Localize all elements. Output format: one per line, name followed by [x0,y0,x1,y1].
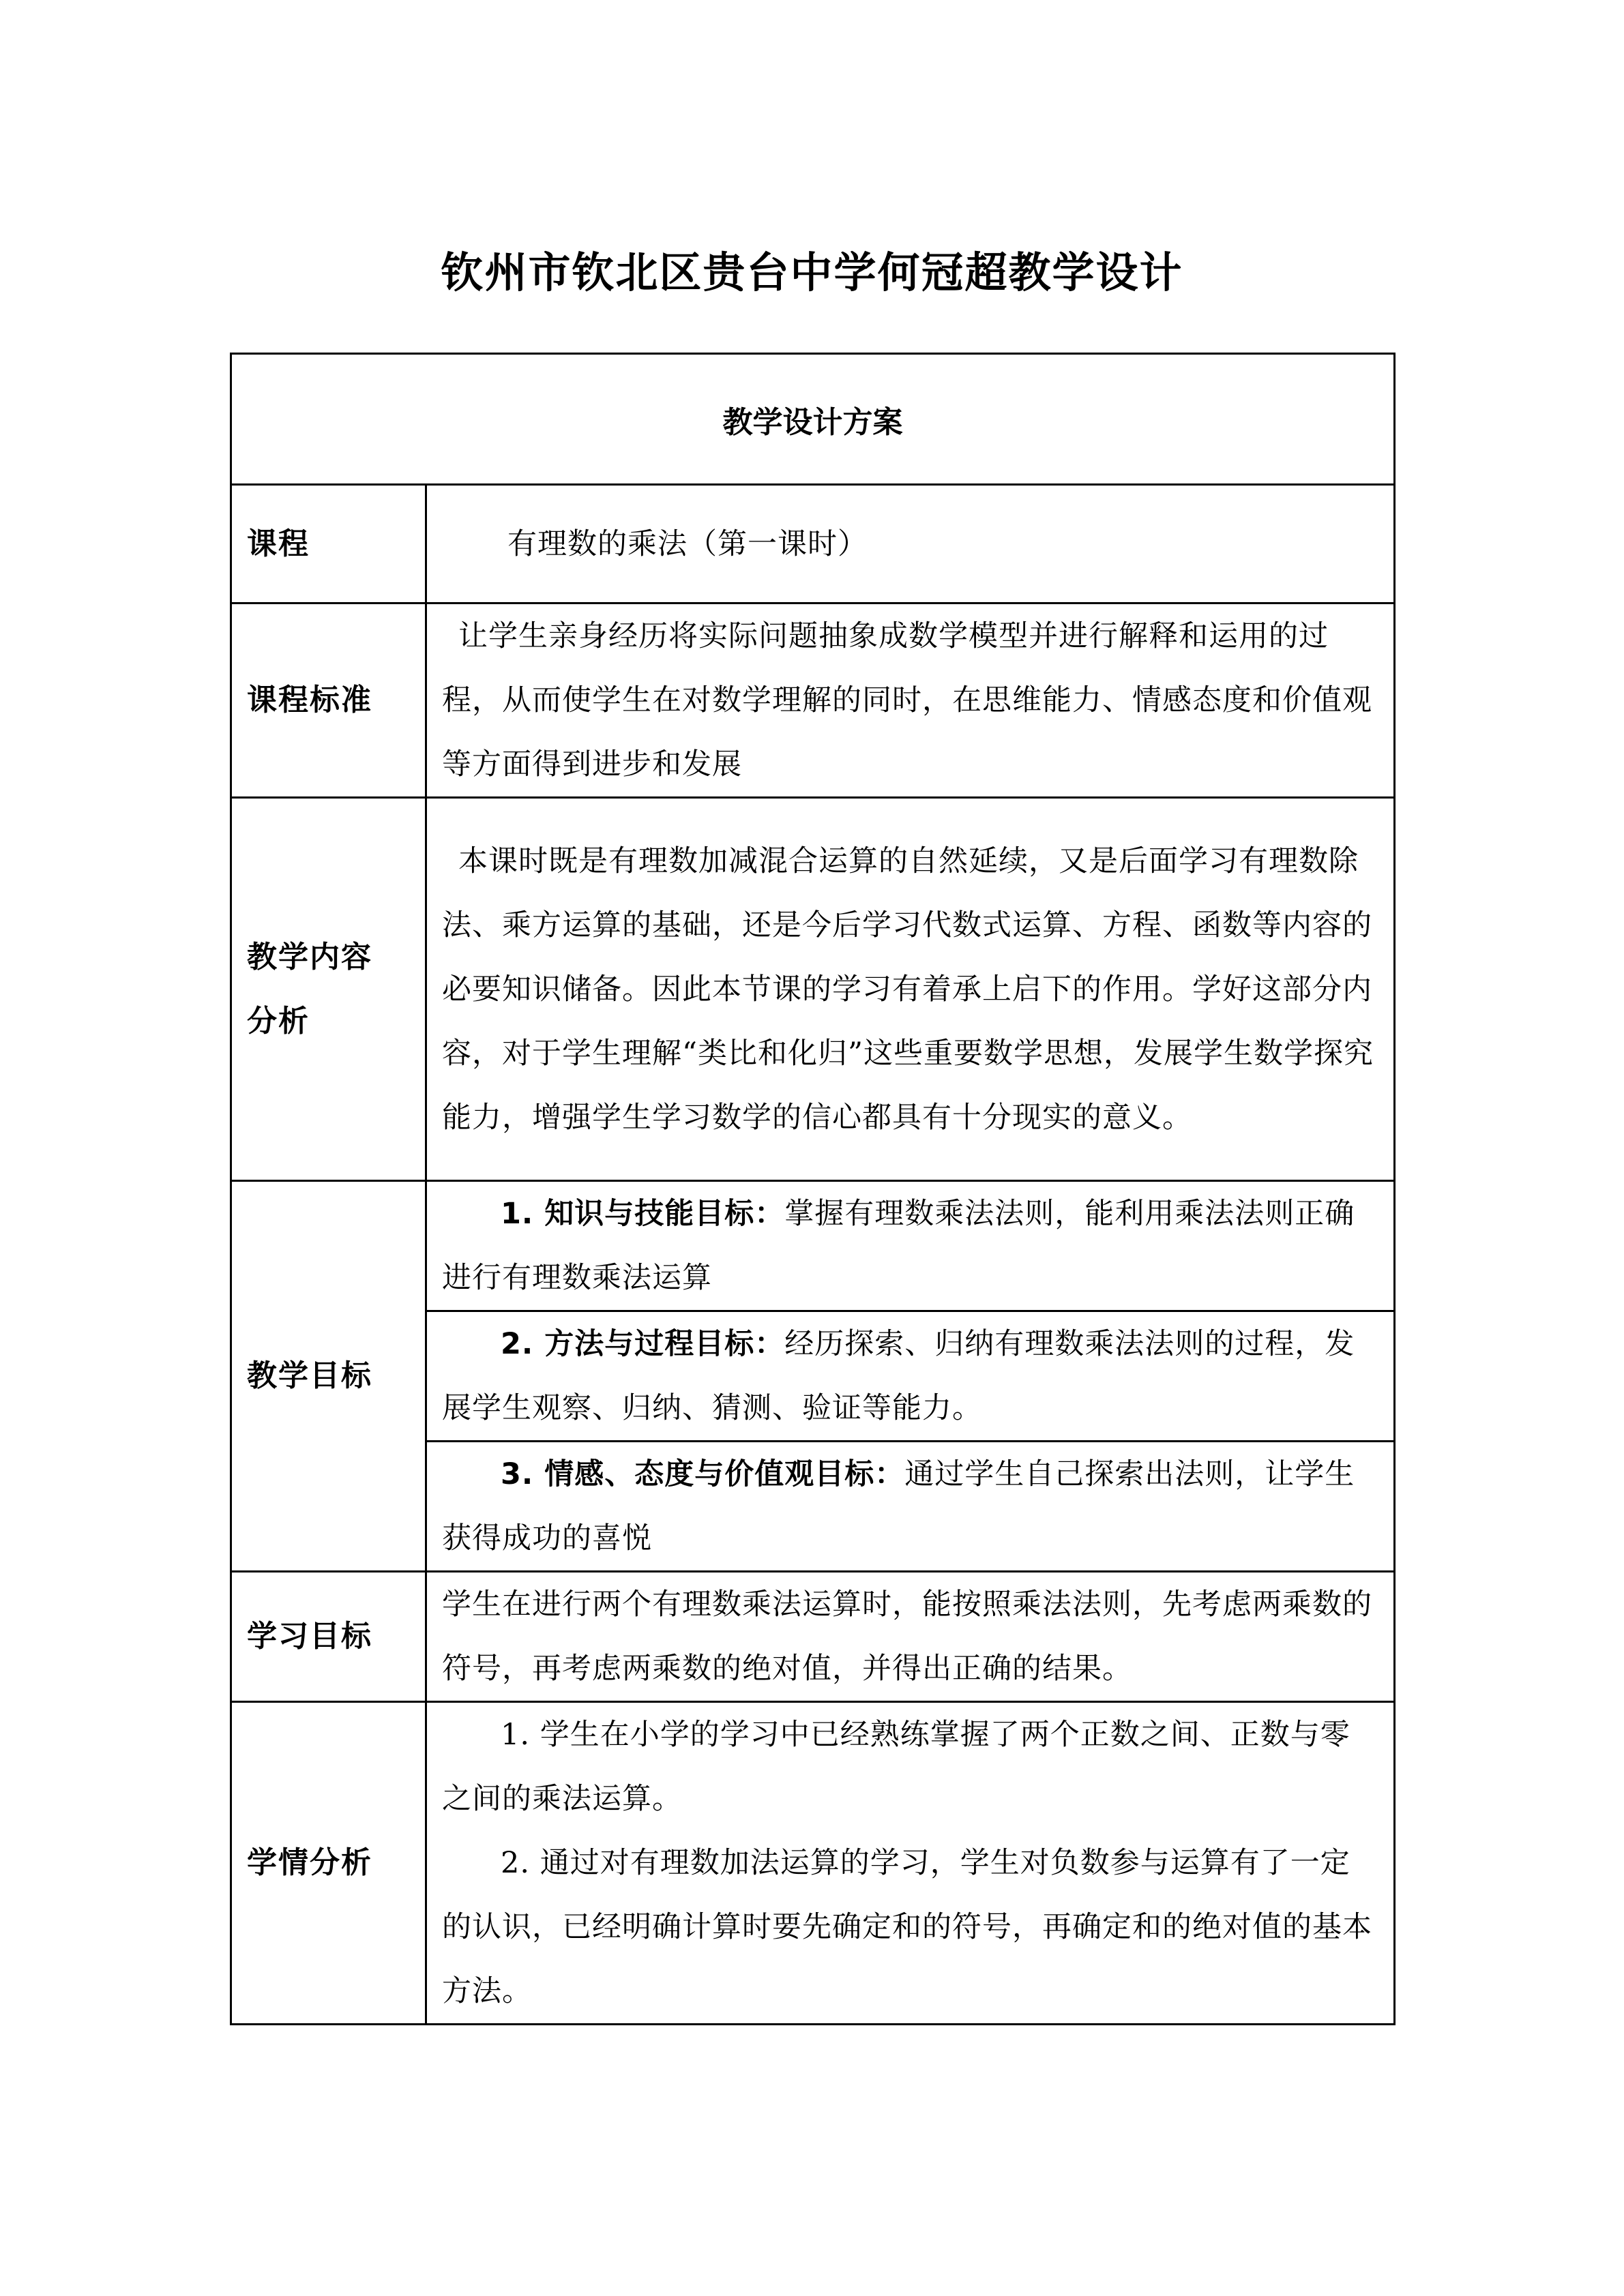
goal-heading: 3. 情感、态度与价值观目标： [501,1457,905,1491]
content-analysis-row [231,798,1395,1181]
teaching-goal-item [426,1311,1395,1442]
learning-goals-text: 学生在进行两个有理数乘法运算时，能按照乘法法则，先考虑两乘数的符号，再考虑两乘数的绝对值，并得出正确的结果。 [426,1572,1395,1702]
content-analysis-label: 教学内容分析 [231,798,426,1181]
learning-goals-label: 学习目标 [231,1572,426,1702]
goal-heading: 2. 方法与过程目标： [501,1327,785,1361]
student-analysis-paragraph: 1. 学生在小学的学习中已经熟练掌握了两个正数之间、正数与零之间的乘法运算。 [442,1718,1350,1816]
table-header-row [231,354,1395,485]
teaching-goals-label: 教学目标 [231,1181,426,1572]
goal-text: 通过学生自己探索出法则，让学生获得成功的喜悦 [442,1457,1355,1555]
standard-label: 课程标准 [231,603,426,798]
teaching-goal-item [426,1181,1395,1311]
teaching-goal-item [426,1442,1395,1572]
student-analysis-content [426,1702,1395,2025]
student-analysis-label: 学情分析 [231,1702,426,2025]
goal-text: 经历探索、归纳有理数乘法法则的过程，发展学生观察、归纳、猜测、验证等能力。 [442,1327,1355,1425]
course-label: 课程 [231,485,426,603]
teaching-goal-row-1 [231,1181,1395,1311]
student-analysis-row [231,1702,1395,2025]
goal-text: 掌握有理数乘法法则，能利用乘法法则正确进行有理数乘法运算 [442,1197,1355,1295]
course-row [231,485,1395,603]
teaching-design-table [230,353,1396,2025]
page-title: 钦州市钦北区贵台中学何冠超教学设计 [441,248,1183,297]
course-value: 有理数的乘法（第一课时） [426,485,1395,603]
student-analysis-paragraph: 2. 通过对有理数加法运算的学习，学生对负数参与运算有了一定的认识，已经明确计算时要先确定和的符号，再确定和的绝对值的基本方法。 [442,1846,1372,2008]
goal-heading: 1. 知识与技能目标： [501,1197,785,1231]
standard-row [231,603,1395,798]
standard-text: 让学生亲身经历将实际问题抽象成数学模型并进行解释和运用的过程，从而使学生在对数学理解的同时，在思维能力、情感态度和价值观等方面得到进步和发展 [426,603,1395,798]
learning-goals-row [231,1572,1395,1702]
table-header: 教学设计方案 [231,354,1395,485]
content-analysis-text: 本课时既是有理数加减混合运算的自然延续，又是后面学习有理数除法、乘方运算的基础，还是今后学习代数式运算、方程、函数等内容的必要知识储备。因此本节课的学习有着承上启下的作用。学好这部分内容，对于学生理解“类比和化归”这些重要数学思想，发展学生数学探究能力，增强学生学习数学的信心都具有十分现实的意义。 [426,798,1395,1181]
